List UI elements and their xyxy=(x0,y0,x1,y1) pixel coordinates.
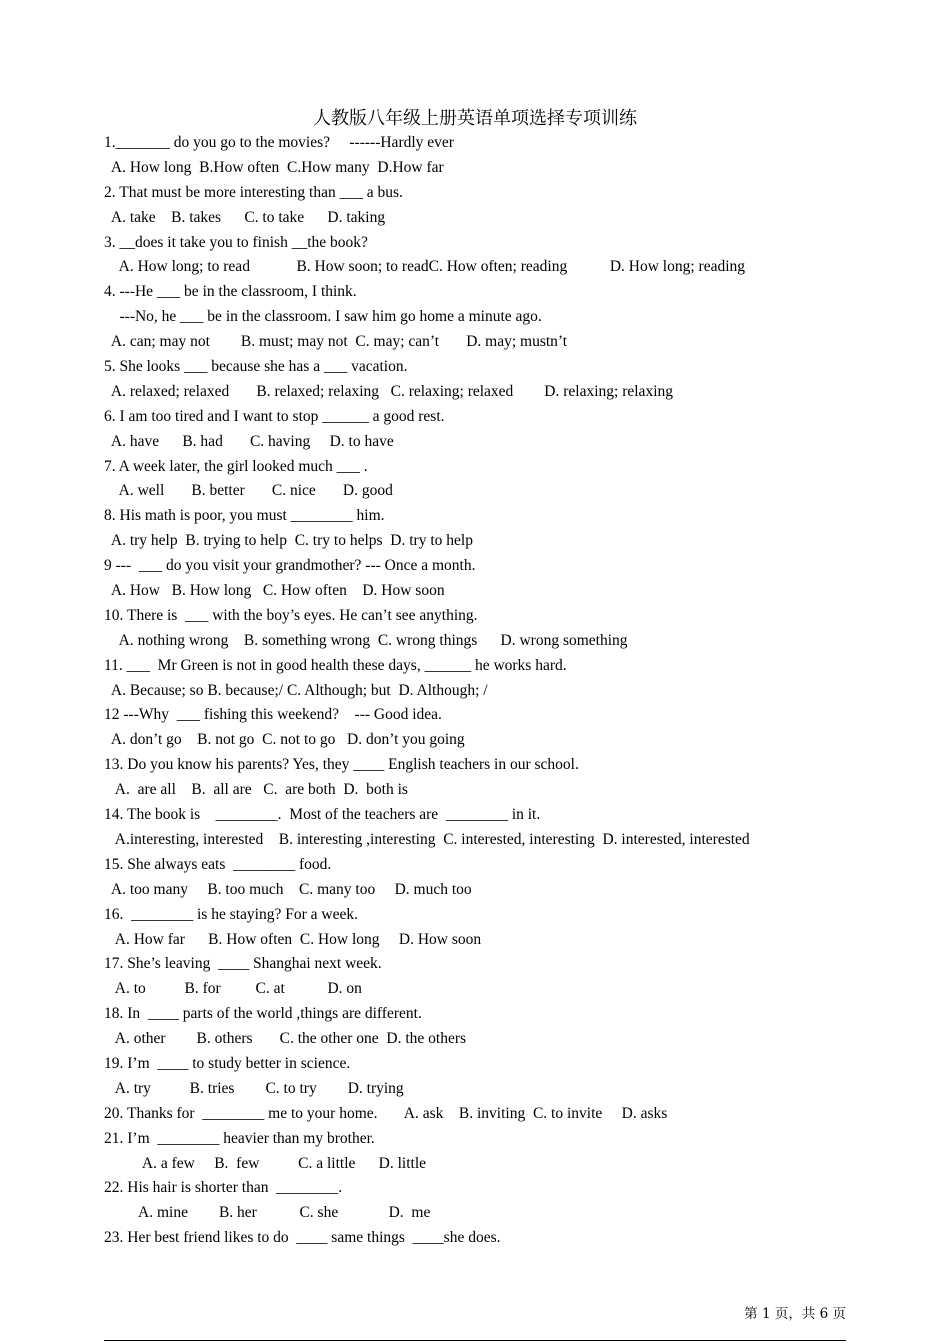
text-line: 19. I’m ____ to study better in science. xyxy=(104,1054,351,1072)
text-line: 22. His hair is shorter than ________. xyxy=(104,1179,343,1197)
text-line: ---No, he ___ be in the classroom. I saw him go home a minute ago. xyxy=(104,308,542,326)
text-line: A. don’t go B. not go C. not to go D. don’t you going xyxy=(104,731,465,749)
text-line: A. try help B. trying to help C. try to helps D. try to help xyxy=(104,532,473,550)
document-title: 人教版八年级上册英语单项选择专项训练 xyxy=(313,108,637,129)
text-line: A. can; may not B. must; may not C. may; can’t D. may; mustn’t xyxy=(104,333,568,351)
text-line: 3. __does it take you to finish __the book? xyxy=(104,233,368,251)
text-line: 4. ---He ___ be in the classroom, I think. xyxy=(104,283,357,301)
text-line: A. have B. had C. having D. to have xyxy=(104,432,394,450)
text-line: 12 ---Why ___ fishing this weekend? --- Good idea. xyxy=(104,706,442,724)
text-line: 21. I’m ________ heavier than my brother. xyxy=(104,1129,375,1147)
text-line: 5. She looks ___ because she has a ___ vacation. xyxy=(104,358,408,376)
text-line: 14. The book is ________. Most of the teachers are ________ in it. xyxy=(104,806,541,824)
text-line: A. Because; so B. because;/ C. Although; but D. Although; / xyxy=(104,681,488,699)
text-line: 18. In ____ parts of the world ,things are different. xyxy=(104,1005,422,1023)
page-number: 第 1 页，共 6 页 xyxy=(744,1306,846,1322)
text-line: A.interesting, interested B. interesting ,interesting C. interested, interesting D. interested, interested xyxy=(104,830,750,848)
text-line: 15. She always eats ________ food. xyxy=(104,855,332,873)
text-line: A. How B. How long C. How often D. How soon xyxy=(104,582,445,600)
text-line: A. are all B. all are C. are both D. both is xyxy=(104,781,408,799)
text-line: A. try B. tries C. to try D. trying xyxy=(104,1079,404,1097)
text-line: 16. ________ is he staying? For a week. xyxy=(104,905,358,923)
text-line: 10. There is ___ with the boy’s eyes. He can’t see anything. xyxy=(104,606,478,624)
footer-rule xyxy=(104,1340,846,1341)
text-line: 8. His math is poor, you must ________ him. xyxy=(104,507,385,525)
text-line: A. well B. better C. nice D. good xyxy=(104,482,393,500)
text-line: 2. That must be more interesting than ___ a bus. xyxy=(104,183,403,201)
text-line: 23. Her best friend likes to do ____ same things ____she does. xyxy=(104,1229,501,1247)
text-line: A. other B. others C. the other one D. the others xyxy=(104,1030,467,1048)
text-line: A. mine B. her C. she D. me xyxy=(104,1204,431,1222)
text-line: A. How far B. How often C. How long D. How soon xyxy=(104,930,482,948)
text-line: A. too many B. too much C. many too D. much too xyxy=(104,880,472,898)
text-line: 1._______ do you go to the movies? ------Hardly ever xyxy=(104,134,454,151)
text-line: A. take B. takes C. to take D. taking xyxy=(104,208,386,226)
text-line: 13. Do you know his parents? Yes, they ____ English teachers in our school. xyxy=(104,756,579,774)
text-line: 11. ___ Mr Green is not in good health these days, ______ he works hard. xyxy=(104,656,567,674)
text-line: A. nothing wrong B. something wrong C. wrong things D. wrong something xyxy=(104,631,628,649)
question-list xyxy=(104,131,864,1251)
text-line: A. How long B.How often C.How many D.How far xyxy=(104,158,444,176)
text-line: 6. I am too tired and I want to stop ______ a good rest. xyxy=(104,407,445,425)
text-line: A. relaxed; relaxed B. relaxed; relaxing C. relaxing; relaxed D. relaxing; relaxing xyxy=(104,382,673,400)
text-line: A. How long; to read B. How soon; to readC. How often; reading D. How long; reading xyxy=(104,258,746,276)
text-line: 20. Thanks for ________ me to your home. A. ask B. inviting C. to invite D. asks xyxy=(104,1104,668,1122)
text-line: A. to B. for C. at D. on xyxy=(104,980,362,998)
text-line: 17. She’s leaving ____ Shanghai next week. xyxy=(104,955,382,973)
text-line: 7. A week later, the girl looked much ___ . xyxy=(104,457,368,475)
text-line: A. a few B. few C. a little D. little xyxy=(104,1154,427,1172)
text-line: 9 --- ___ do you visit your grandmother? --- Once a month. xyxy=(104,557,476,575)
